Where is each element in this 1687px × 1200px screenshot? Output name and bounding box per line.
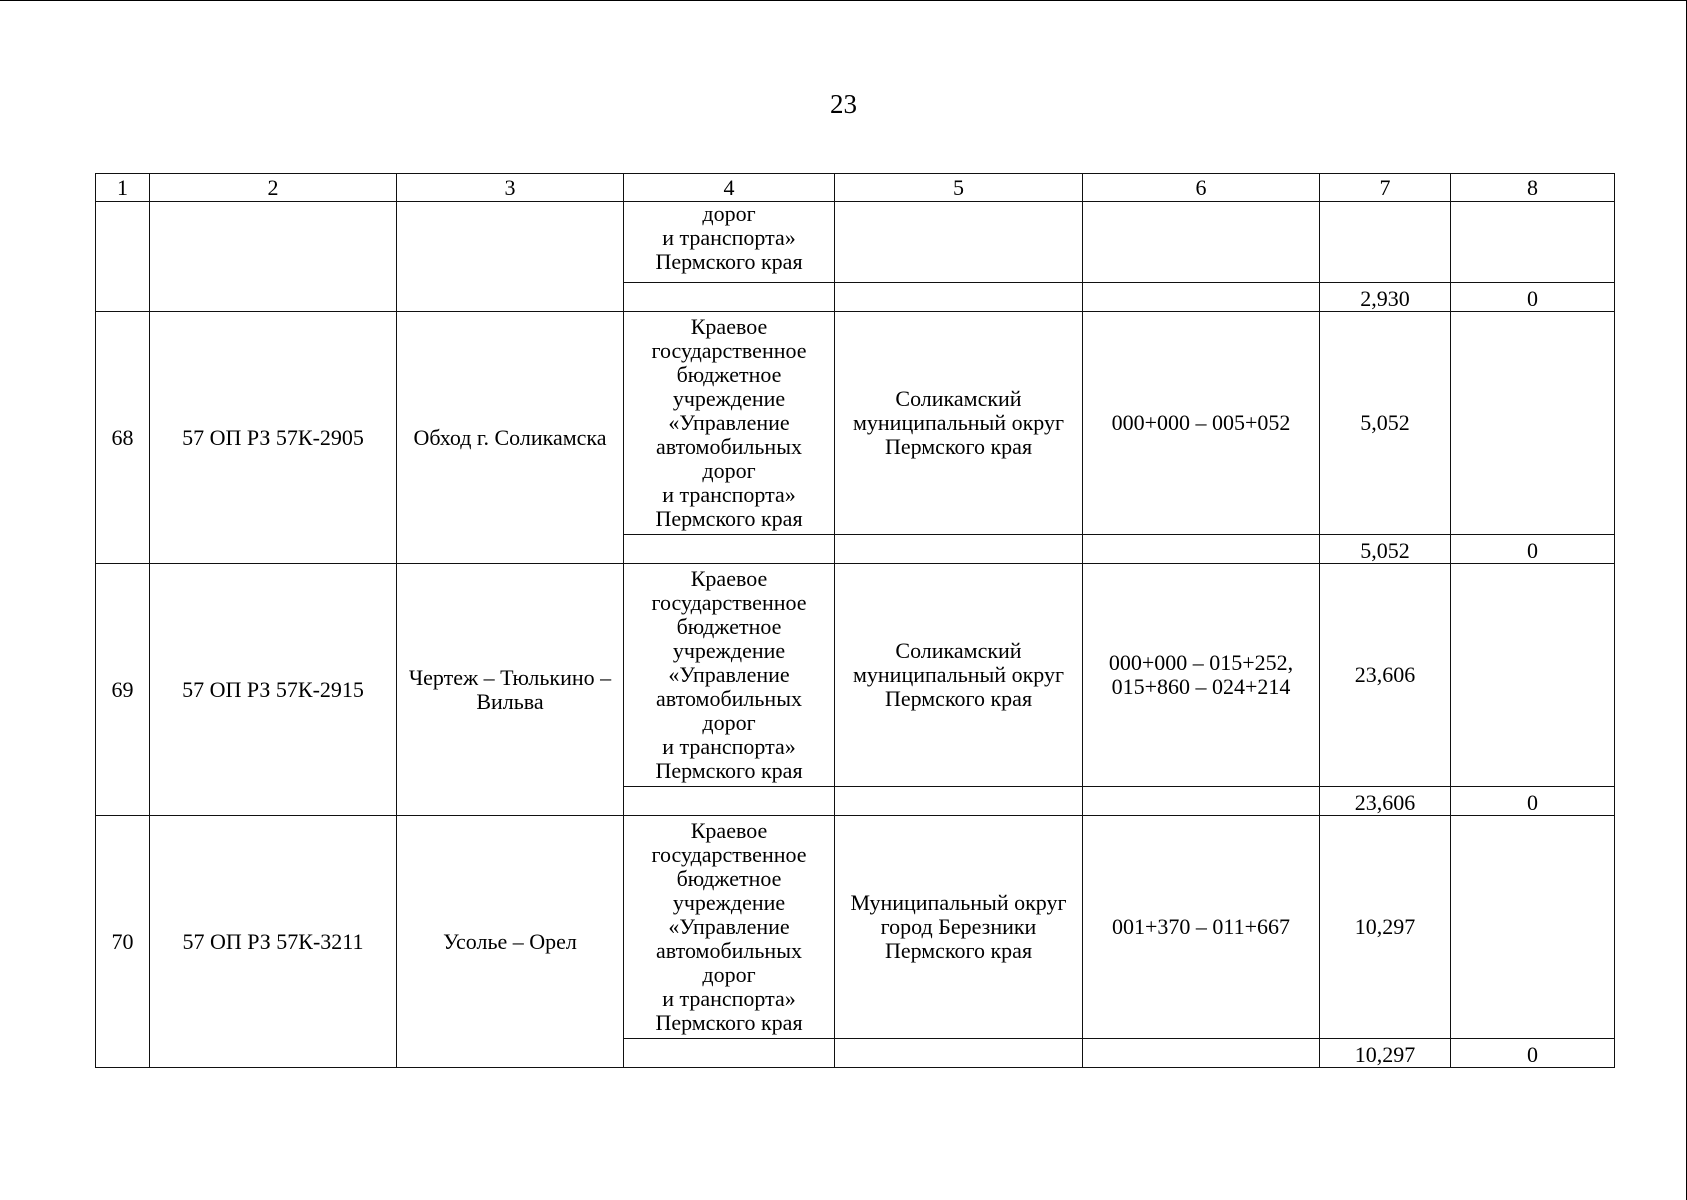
organization-cell: дорог и транспорта» Пермского края <box>624 202 835 283</box>
subtotal-length-cell: 23,606 <box>1320 787 1451 816</box>
municipality-cell: Соликамский муниципальный округ Пермского края <box>835 312 1083 535</box>
row-number-cell: 70 <box>96 816 150 1068</box>
municipality-cell: Муниципальный округ город Березники Пермского края <box>835 816 1083 1039</box>
column-header: 6 <box>1083 174 1320 202</box>
subtotal-empty-cell <box>624 535 835 564</box>
km-range-cell: 000+000 – 005+052 <box>1083 312 1320 535</box>
row-number-cell <box>96 202 150 312</box>
row-number-cell: 69 <box>96 564 150 816</box>
road-code-cell: 57 ОП РЗ 57К-3211 <box>150 816 397 1068</box>
length-cell <box>1320 202 1451 283</box>
organization-cell: Краевое государственное бюджетное учреждение «Управление автомобильных дорог и транспорта» Пермского края <box>624 816 835 1039</box>
page-number: 23 <box>830 89 857 119</box>
municipality-cell <box>835 202 1083 283</box>
table-header-row <box>96 174 1615 202</box>
subtotal-empty-cell <box>1083 535 1320 564</box>
subtotal-empty-cell <box>624 787 835 816</box>
km-range-cell: 001+370 – 011+667 <box>1083 816 1320 1039</box>
subtotal-empty-cell <box>835 283 1083 312</box>
subtotal-col8-cell: 0 <box>1451 535 1615 564</box>
road-name-cell <box>397 202 624 312</box>
col8-cell <box>1451 202 1615 283</box>
subtotal-col8-cell: 0 <box>1451 283 1615 312</box>
table-row <box>96 312 1615 535</box>
length-cell: 23,606 <box>1320 564 1451 787</box>
column-header: 7 <box>1320 174 1451 202</box>
road-code-cell: 57 ОП РЗ 57К-2905 <box>150 312 397 564</box>
table-row <box>96 202 1615 283</box>
subtotal-length-cell: 2,930 <box>1320 283 1451 312</box>
road-name-cell: Усолье – Орел <box>397 816 624 1068</box>
col8-cell <box>1451 564 1615 787</box>
table-row <box>96 816 1615 1039</box>
subtotal-empty-cell <box>624 283 835 312</box>
column-header: 4 <box>624 174 835 202</box>
road-name-cell: Чертеж – Тюлькино – Вильва <box>397 564 624 816</box>
col8-cell <box>1451 816 1615 1039</box>
organization-cell: Краевое государственное бюджетное учреждение «Управление автомобильных дорог и транспорта» Пермского края <box>624 312 835 535</box>
page-border-top <box>0 0 1687 1</box>
column-header: 8 <box>1451 174 1615 202</box>
subtotal-empty-cell <box>1083 283 1320 312</box>
column-header: 5 <box>835 174 1083 202</box>
column-header: 1 <box>96 174 150 202</box>
subtotal-length-cell: 10,297 <box>1320 1039 1451 1068</box>
table-row <box>96 564 1615 787</box>
subtotal-empty-cell <box>835 1039 1083 1068</box>
road-code-cell: 57 ОП РЗ 57К-2915 <box>150 564 397 816</box>
road-name-cell: Обход г. Соликамска <box>397 312 624 564</box>
col8-cell <box>1451 312 1615 535</box>
subtotal-empty-cell <box>835 787 1083 816</box>
subtotal-empty-cell <box>1083 1039 1320 1068</box>
organization-cell: Краевое государственное бюджетное учреждение «Управление автомобильных дорог и транспорта» Пермского края <box>624 564 835 787</box>
row-number-cell: 68 <box>96 312 150 564</box>
km-range-cell <box>1083 202 1320 283</box>
length-cell: 10,297 <box>1320 816 1451 1039</box>
subtotal-col8-cell: 0 <box>1451 1039 1615 1068</box>
roads-table <box>95 173 1615 1068</box>
road-code-cell <box>150 202 397 312</box>
column-header: 2 <box>150 174 397 202</box>
km-range-cell: 000+000 – 015+252, 015+860 – 024+214 <box>1083 564 1320 787</box>
municipality-cell: Соликамский муниципальный округ Пермского края <box>835 564 1083 787</box>
subtotal-empty-cell <box>835 535 1083 564</box>
column-header: 3 <box>397 174 624 202</box>
subtotal-empty-cell <box>1083 787 1320 816</box>
subtotal-length-cell: 5,052 <box>1320 535 1451 564</box>
subtotal-empty-cell <box>624 1039 835 1068</box>
length-cell: 5,052 <box>1320 312 1451 535</box>
subtotal-col8-cell: 0 <box>1451 787 1615 816</box>
